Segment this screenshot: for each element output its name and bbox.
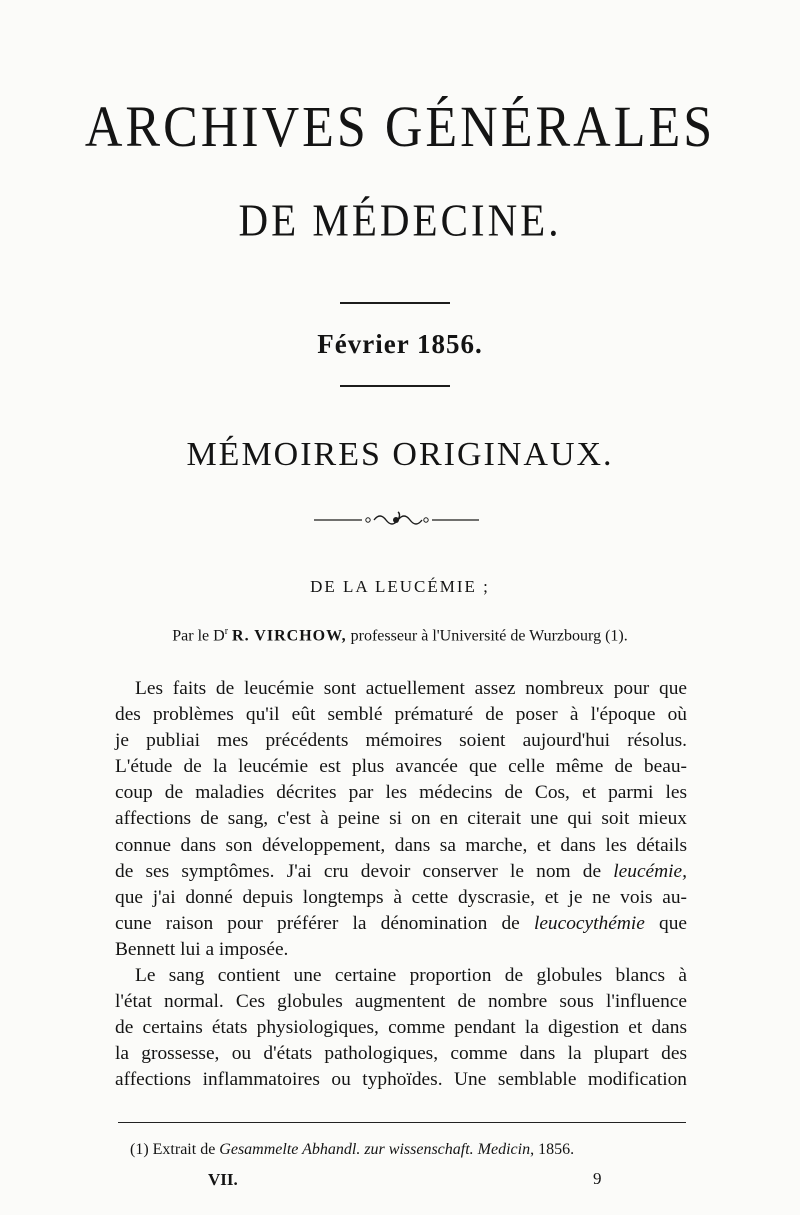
author-name: R. VIRCHOW, [232,627,347,645]
text-line: la grossesse, ou d'états pathologiques, comme dans la plupart des [115,1043,687,1065]
text-line: des problèmes qu'il eût semblé prématuré de poser à l'époque où [115,704,687,726]
journal-subtitle: DE MÉDECINE. [238,194,562,246]
divider-rule [340,385,450,387]
ornament-divider [314,509,479,531]
text-line: je publiai mes précédents mémoires soient aujourd'hui résolus. [115,730,687,752]
footnote-rule [118,1122,686,1123]
journal-title: ARCHIVES GÉNÉRALES [84,95,716,160]
byline-prefix: Par le D [172,627,225,645]
italic-term: leucémie, [613,860,687,882]
text-line: que j'ai donné depuis longtemps à cette dyscrasie, et je ne vois au- [115,886,687,908]
text-line: l'état normal. Ces globules augmentent de nombre sous l'influence [115,991,687,1013]
text-line: Bennett lui a imposée. [115,938,289,960]
italic-term: leucocythémie [533,912,645,934]
author-affiliation: professeur à l'Université de Wurzbourg (1). [350,627,628,645]
footnote-prefix: (1) Extrait de [130,1141,216,1158]
text-segment: que [659,912,687,934]
text-line: connue dans son développement, dans sa marche, et dans les détails [115,834,687,856]
page-number: 9 [593,1169,602,1188]
byline [0,626,800,645]
article-body [115,676,687,1094]
byline-sup: r [224,626,229,637]
text-line: coup de maladies décrites par les médecins de Cos, et parmi les [115,782,687,804]
footnote-year: , 1856. [530,1141,575,1158]
divider-rule [340,302,450,304]
article-title: DE LA LEUCÉMIE ; [310,577,490,596]
text-line: Le sang contient une certaine proportion de globules blancs à [135,965,687,987]
issue-date: Février 1856. [317,329,483,359]
text-line: affections inflammatoires ou typhoïdes. Une semblable modification [115,1069,687,1091]
text-line: affections de sang, c'est à peine si on en citerait une qui soit mieux [115,808,687,830]
text-line [115,911,687,937]
text-line: L'étude de la leucémie est plus avancée que celle même de beau- [115,756,687,778]
footnote [130,1141,690,1159]
text-line [115,859,687,885]
footnote-source: Gesammelte Abhandl. zur wissenschaft. Medicin [219,1141,531,1158]
text-segment: de ses symptômes. J'ai cru devoir conserver le nom de [115,860,602,882]
text-line: de certains états physiologiques, comme pendant la digestion et dans [115,1017,687,1039]
text-line: Les faits de leucémie sont actuellement assez nombreux pour que [135,678,687,699]
signature-mark: VII. [208,1170,238,1189]
text-segment: cune raison pour préférer la dénomination de [115,912,520,934]
section-title: MÉMOIRES ORIGINAUX. [186,436,614,473]
